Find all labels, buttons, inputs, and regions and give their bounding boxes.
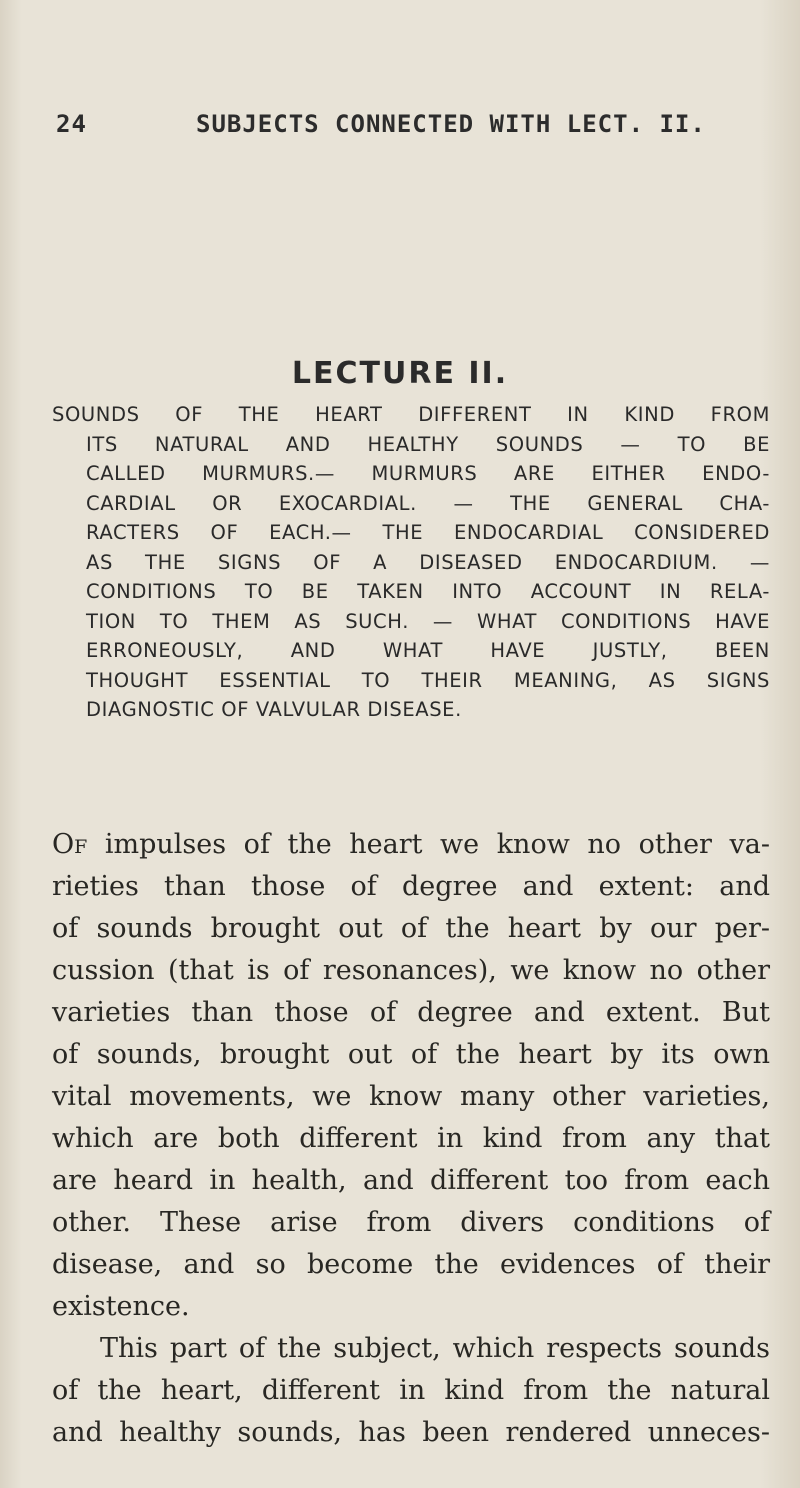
opening-word: Of <box>52 829 88 860</box>
synopsis-line: CONDITIONS TO BE TAKEN INTO ACCOUNT IN RELA- <box>86 580 770 603</box>
body-line-text: impulses of the heart we know no other va- <box>104 829 770 860</box>
running-head <box>56 110 766 142</box>
synopsis-line: THOUGHT ESSENTIAL TO THEIR MEANING, AS SIGNS <box>86 668 770 692</box>
body-text <box>52 824 770 1454</box>
body-line: and healthy sounds, has been rendered unneces- <box>52 1417 770 1448</box>
body-line: This part of the subject, which respects sounds <box>100 1333 770 1364</box>
synopsis-line: SOUNDS OF THE HEART DIFFERENT IN KIND FROM <box>52 403 770 426</box>
synopsis-line: DIAGNOSTIC OF VALVULAR DISEASE. <box>86 698 462 721</box>
body-line: of sounds brought out of the heart by our per- <box>52 913 770 944</box>
body-line: cussion (that is of resonances), we know no other <box>52 955 770 986</box>
body-line: rieties than those of degree and extent: and <box>52 871 770 902</box>
running-title: SUBJECTS CONNECTED WITH LECT. II. <box>196 110 706 138</box>
synopsis-line: TION TO THEM AS SUCH. — WHAT CONDITIONS HAVE <box>86 609 770 633</box>
body-line: varieties than those of degree and extent. But <box>52 997 770 1028</box>
synopsis-line: ITS NATURAL AND HEALTHY SOUNDS — TO BE <box>86 432 770 456</box>
lecture-title: LECTURE II. <box>291 356 509 391</box>
body-line: disease, and so become the evidences of their <box>52 1249 770 1280</box>
body-line: vital movements, we know many other varieties, <box>52 1081 770 1112</box>
body-line: of the heart, different in kind from the natural <box>52 1375 770 1406</box>
page-number: 24 <box>56 110 87 138</box>
synopsis-line: ERRONEOUSLY, AND WHAT HAVE JUSTLY, BEEN <box>86 639 770 662</box>
body-line: existence. <box>52 1291 190 1322</box>
synopsis-line: RACTERS OF EACH.— THE ENDOCARDIAL CONSIDERED <box>86 521 770 544</box>
body-line: are heard in health, and different too from each <box>52 1165 770 1196</box>
synopsis-line: CARDIAL OR EXOCARDIAL. — THE GENERAL CHA- <box>86 491 770 515</box>
lecture-synopsis <box>52 400 770 725</box>
body-line: which are both different in kind from any that <box>52 1123 770 1154</box>
body-line: of sounds, brought out of the heart by its own <box>52 1039 770 1070</box>
body-line <box>52 824 770 866</box>
body-line: other. These arise from divers conditions of <box>52 1207 770 1238</box>
synopsis-line: CALLED MURMURS.— MURMURS ARE EITHER ENDO- <box>86 462 770 485</box>
synopsis-line: AS THE SIGNS OF A DISEASED ENDOCARDIUM. — <box>86 550 770 574</box>
